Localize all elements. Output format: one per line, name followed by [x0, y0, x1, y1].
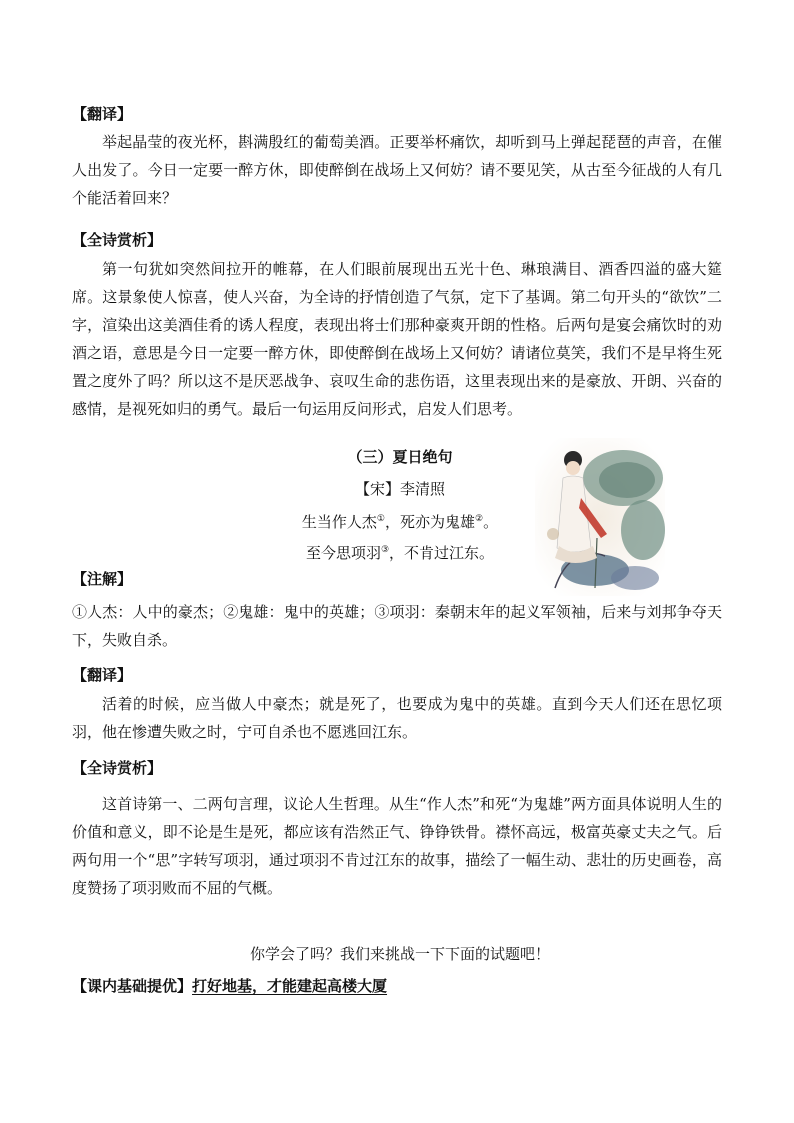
notes-text: ①人杰：人中的豪杰；②鬼雄：鬼中的英雄；③项羽：秦朝末年的起义军领袖，后来与刘邦争夺天下，失败自杀。	[72, 603, 722, 649]
translation-text-2: 活着的时候，应当做人中豪杰；就是死了，也要成为鬼中的英雄。直到今天人们还在思忆项羽，他在惨遭失败之时，宁可自杀也不愿逃回江东。	[72, 695, 722, 741]
poem-line-2-b: ，不肯过江东。	[389, 544, 495, 562]
task-heading	[72, 975, 387, 996]
poem-line-1-b: ，死亦为鬼雄	[384, 513, 475, 531]
notes-heading: 【注解】	[72, 570, 133, 588]
translation-heading-1: 【翻译】	[72, 105, 133, 123]
appreciation-text-1: 第一句犹如突然间拉开的帷幕，在人们眼前展现出五光十色、琳琅满目、酒香四溢的盛大筵席。这景象使人惊喜，使人兴奋，为全诗的抒情创造了气氛，定下了基调。第二句开头的“欲饮”二字，渲染出这美酒佳肴的诱人程度，表现出将士们那种豪爽开朗的性格。后两句是宴会痛饮时的劝酒之语，意思是今日一定要一醉方休，即使醉倒在战场上又何妨？请诸位莫笑，我们不是早将生死置之度外了吗？所以这不是厌恶战争、哀叹生命的悲伤语，这里表现出来的是豪放、开朗、兴奋的感情，是视死如归的勇气。最后一句运用反问形式，启发人们思考。	[72, 260, 722, 418]
poem-title: （三）夏日绝句	[347, 448, 453, 466]
poem-author: 【宋】李清照	[354, 480, 445, 498]
note-mark-3: ③	[380, 545, 390, 555]
translation-heading-2: 【翻译】	[72, 666, 133, 684]
task-slogan: 打好地基，才能建起高楼大厦	[192, 977, 388, 995]
challenge-prompt: 你学会了吗？我们来挑战一下下面的试题吧！	[249, 945, 550, 963]
appreciation-heading-2: 【全诗赏析】	[72, 759, 163, 777]
poem-line-1-c: 。	[483, 513, 499, 531]
poem-line-1-a: 生当作人杰	[301, 513, 377, 531]
translation-text-1: 举起晶莹的夜光杯，斟满殷红的葡萄美酒。正要举杯痛饮，却听到马上弹起琵琶的声音，在催人出发了。今日一定要一醉方休，即使醉倒在战场上又何妨？请不要见笑，从古至今征战的人有几个能活着回来？	[72, 133, 722, 207]
poem-line-1	[250, 508, 550, 533]
task-label: 【课内基础提优】	[72, 977, 193, 995]
note-mark-2: ②	[475, 514, 484, 524]
appreciation-text-2: 这首诗第一、二两句言理，议论人生哲理。从生“作人杰”和死“为鬼雄”两方面具体说明人生的价值和意义，即不论是生是死，都应该有浩然正气、铮铮铁骨。襟怀高远，极富英豪丈夫之气。后两句用一个“思”字转写项羽，通过项羽不肯过江东的故事，描绘了一幅生动、悲壮的历史画卷，高度赞扬了项羽败而不屈的气概。	[72, 795, 722, 897]
note-mark-1: ①	[376, 514, 385, 524]
poem-line-2	[250, 539, 550, 564]
appreciation-heading-1: 【全诗赏析】	[72, 231, 163, 249]
poem-line-2-a: 至今思项羽	[305, 544, 381, 562]
